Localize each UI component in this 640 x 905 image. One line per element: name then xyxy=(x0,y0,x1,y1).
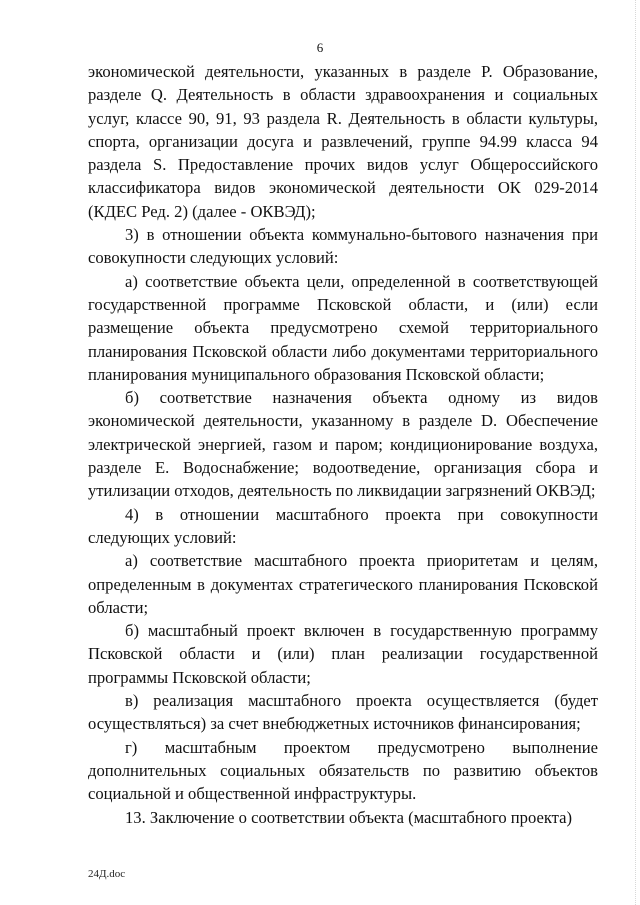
page-number: 6 xyxy=(316,40,324,55)
paragraph-item-13: 13. Заключение о соответствии объекта (масштабного проекта) xyxy=(125,807,573,827)
paragraph-item-3b: б) соответствие назначения объекта одному из видов экономической деятельности, указанному в разделе D. Обеспечение электрической энергией, газом и паром; кондиционирование воздуха, разделе E. Водоснабжение; водоотведение, организация сбора и утилизации отходов, деятельность по ликвидации загрязнений ОКВЭД; xyxy=(88,388,598,501)
paragraph-item-4: 4) в отношении масштабного проекта при совокупности следующих условий: xyxy=(88,504,598,547)
paragraph-item-4g: г) масштабным проектом предусмотрено выполнение дополнительных социальных обязательств по развитию объектов социальной и общественной инфраструктуры. xyxy=(88,737,598,804)
paragraph-continuation: экономической деятельности, указанных в разделе P. Образование, разделе Q. Деятельность в области здравоохранения и социальных услуг, классе 90, 91, 93 раздела R. Деятельность в области культуры, спорта, организации досуга и развлечений, группе 94.99 класса 94 раздела S. Предоставление прочих видов услуг Общероссийского классификатора видов экономической деятельности ОК 029-2014 (КДЕС Ред. 2) (далее - ОКВЭД); xyxy=(88,62,598,221)
scan-edge xyxy=(634,0,636,905)
paragraph-item-3a: а) соответствие объекта цели, определенной в соответствующей государственной программе Псковской области, и (или) если размещение объекта предусмотрено схемой территориального планирования Псковской области либо документами территориального планирования муниципального образования Псковской области; xyxy=(88,271,598,384)
footer-filename: 24Д.doc xyxy=(88,868,126,880)
paragraph-item-4a: а) соответствие масштабного проекта приоритетам и целям, определенным в документах стратегического планирования Псковской области; xyxy=(88,551,598,617)
paragraph-item-4b: б) масштабный проект включен в государственную программу Псковской области и (или) план реализации государственной программы Псковской области; xyxy=(88,621,598,687)
paragraph-item-4v: в) реализация масштабного проекта осуществляется (будет осуществляться) за счет внебюджетных источников финансирования; xyxy=(88,691,598,734)
body-text xyxy=(88,60,598,829)
paragraph-item-3: 3) в отношении объекта коммунально-бытового назначения при совокупности следующих условий: xyxy=(88,225,598,268)
